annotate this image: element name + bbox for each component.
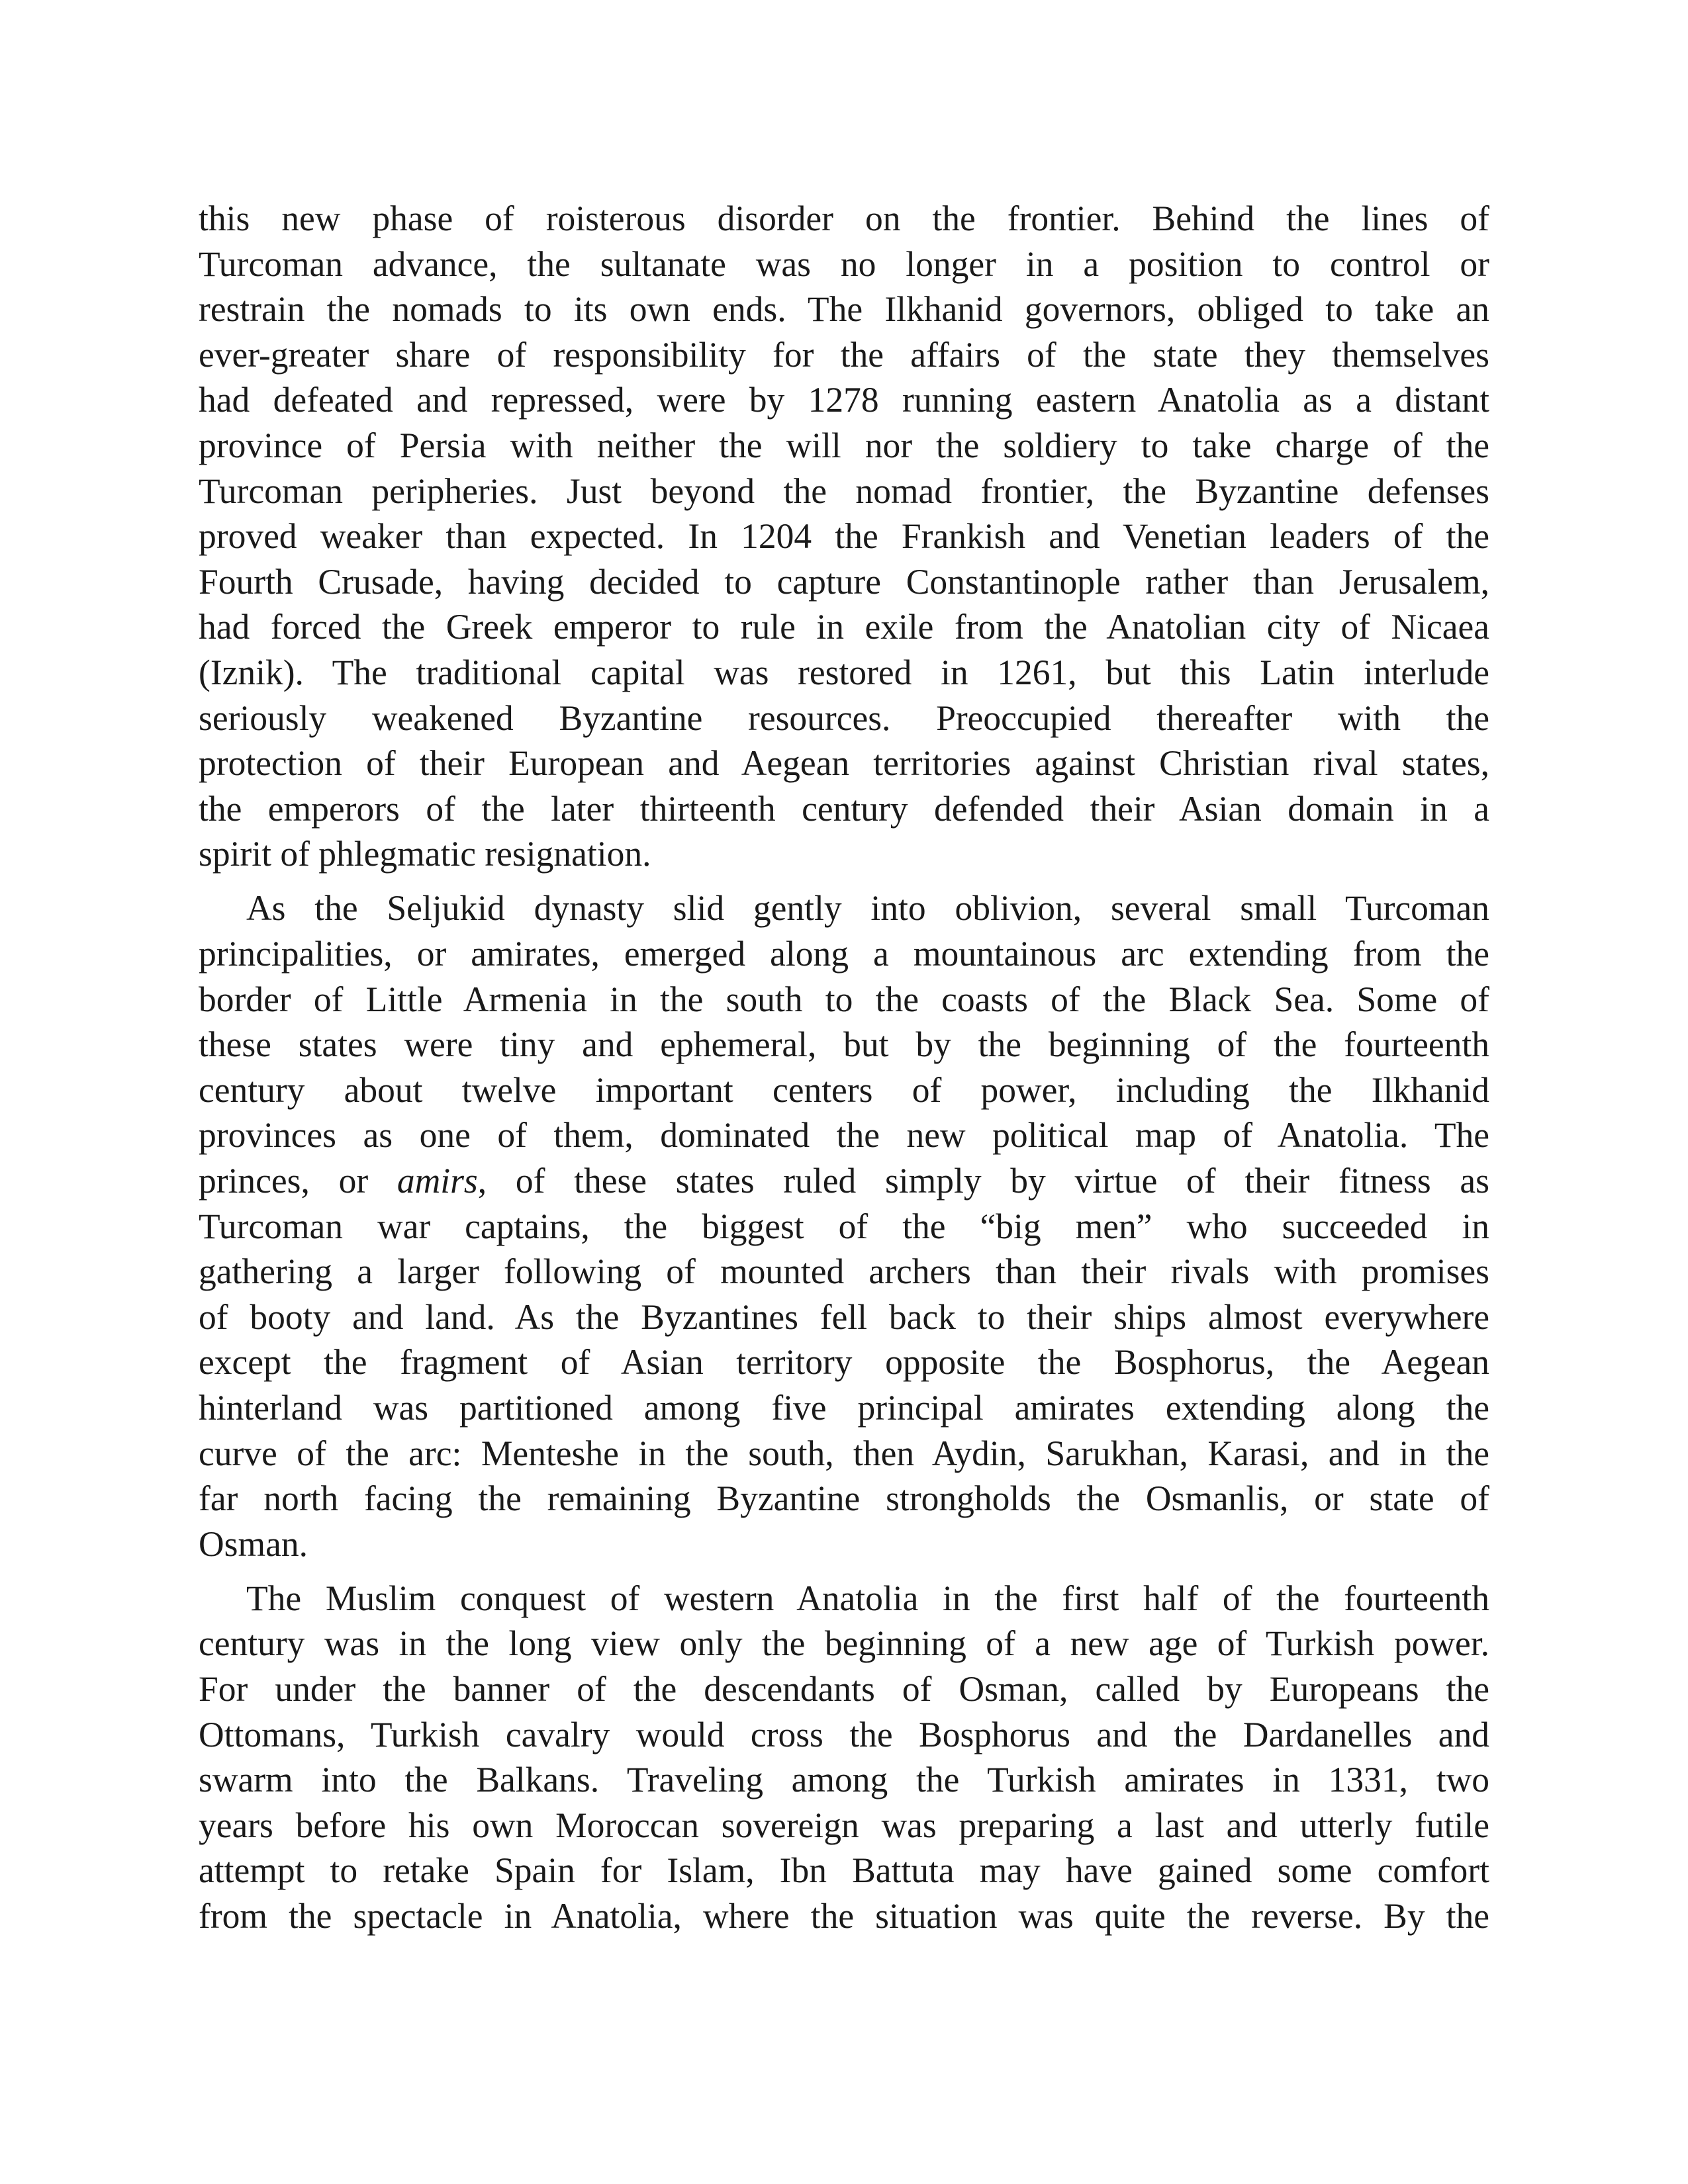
text-line: provinces as one of them, dominated the new political map of Anatolia. The xyxy=(199,1115,1489,1156)
text-line: had forced the Greek emperor to rule in exile from the Anatolian city of Nicaea xyxy=(199,607,1489,647)
text-line: protection of their European and Aegean territories against Christian rival states, xyxy=(199,743,1489,784)
text-line: the emperors of the later thirteenth century defended their Asian domain in a xyxy=(199,788,1489,829)
text-line: For under the banner of the descendants of Osman, called by Europeans the xyxy=(199,1669,1489,1709)
text-line: far north facing the remaining Byzantine strongholds the Osmanlis, or state of xyxy=(199,1479,1489,1519)
text-line: had defeated and repressed, were by 1278 running eastern Anatolia as a distant xyxy=(199,380,1489,420)
text-line: seriously weakened Byzantine resources. Preoccupied thereafter with the xyxy=(199,698,1489,738)
text-line: Osman. xyxy=(199,1524,308,1564)
text-run: princes, or xyxy=(199,1160,397,1201)
text-line: Fourth Crusade, having decided to capture Constantinople rather than Jerusalem, xyxy=(199,561,1489,602)
text-line: As the Seljukid dynasty slid gently into oblivion, several small Turcoman xyxy=(246,888,1489,929)
text-line: (Iznik). The traditional capital was restored in 1261, but this Latin interlude xyxy=(199,652,1489,692)
text-line xyxy=(199,1158,1489,1204)
text-line: swarm into the Balkans. Traveling among the Turkish amirates in 1331, two xyxy=(199,1760,1489,1800)
text-line: these states were tiny and ephemeral, but by the beginning of the fourteenth xyxy=(199,1024,1489,1065)
text-line: years before his own Moroccan sovereign was preparing a last and utterly futile xyxy=(199,1805,1489,1845)
text-line: proved weaker than expected. In 1204 the Frankish and Venetian leaders of the xyxy=(199,516,1489,557)
paragraph xyxy=(199,886,1489,1567)
text-run: , of these states ruled simply by virtue of their fitness as xyxy=(477,1160,1489,1201)
text-line: The Muslim conquest of western Anatolia in the first half of the fourteenth xyxy=(246,1578,1489,1618)
text-line: principalities, or amirates, emerged along a mountainous arc extending from the xyxy=(199,934,1489,974)
text-line: century about twelve important centers of power, including the Ilkhanid xyxy=(199,1069,1489,1110)
text-line: Turcoman war captains, the biggest of the “big men” who succeeded in xyxy=(199,1206,1489,1246)
text-line: ever-greater share of responsibility for the affairs of the state they themselves xyxy=(199,334,1489,375)
page-body xyxy=(199,196,1489,1939)
text-line: border of Little Armenia in the south to the coasts of the Black Sea. Some of xyxy=(199,979,1489,1019)
text-line: restrain the nomads to its own ends. The Ilkhanid governors, obliged to take an xyxy=(199,289,1489,330)
paragraph xyxy=(199,1576,1489,1939)
text-line: spirit of phlegmatic resignation. xyxy=(199,834,651,874)
paragraph xyxy=(199,196,1489,877)
text-line: Ottomans, Turkish cavalry would cross the Bosphorus and the Dardanelles and xyxy=(199,1714,1489,1754)
text-line: Turcoman advance, the sultanate was no longer in a position to control or xyxy=(199,244,1489,284)
text-line: gathering a larger following of mounted archers than their rivals with promises xyxy=(199,1251,1489,1292)
text-line: from the spectacle in Anatolia, where the situation was quite the reverse. By the xyxy=(199,1895,1489,1936)
italic-term: amirs xyxy=(397,1160,478,1201)
text-line: Turcoman peripheries. Just beyond the nomad frontier, the Byzantine defenses xyxy=(199,471,1489,511)
text-line: of booty and land. As the Byzantines fell back to their ships almost everywhere xyxy=(199,1297,1489,1337)
text-line: except the fragment of Asian territory opposite the Bosphorus, the Aegean xyxy=(199,1342,1489,1383)
text-line: century was in the long view only the beginning of a new age of Turkish power. xyxy=(199,1623,1489,1664)
text-line: this new phase of roisterous disorder on the frontier. Behind the lines of xyxy=(199,199,1489,238)
text-line: province of Persia with neither the will nor the soldiery to take charge of the xyxy=(199,425,1489,465)
text-line: attempt to retake Spain for Islam, Ibn Battuta may have gained some comfort xyxy=(199,1850,1489,1891)
text-line: hinterland was partitioned among five principal amirates extending along the xyxy=(199,1387,1489,1428)
text-line: curve of the arc: Menteshe in the south, then Aydin, Sarukhan, Karasi, and in the xyxy=(199,1433,1489,1473)
